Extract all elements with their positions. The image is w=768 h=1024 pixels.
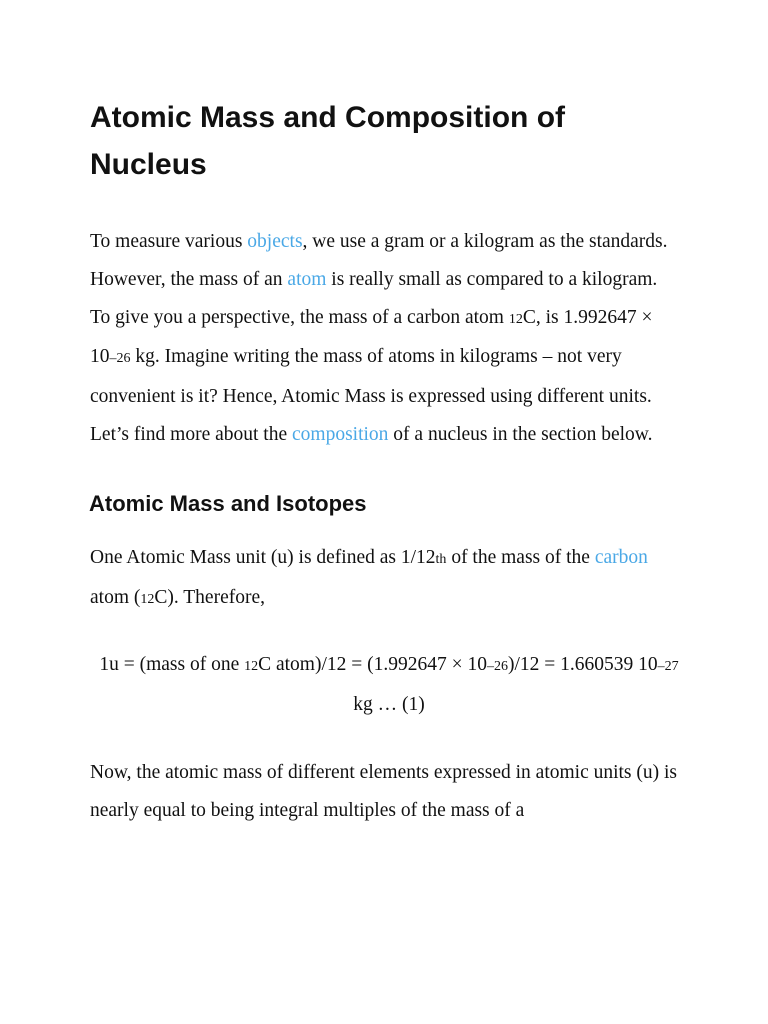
superscript-12: 12 [508,311,523,327]
definition-text-3: atom ( [90,586,141,608]
intro-text-1: To measure various [90,231,248,252]
intro-text-4: C, is 1.992647 × 10 [90,306,653,368]
objects-link[interactable]: objects [247,231,303,252]
superscript-neg27: –27 [657,659,679,675]
formula-text-1: 1u = (mass of one [99,654,245,676]
superscript-12: 12 [140,591,155,607]
superscript-neg26: –26 [487,659,508,675]
superscript-th: th [435,551,447,567]
superscript-12: 12 [244,659,259,675]
intro-text-5: kg. Imagine writing the mass of atoms in kilograms – not very convenient is it? Hence, Atomic Mass is expressed using different units. Let’s find more about the [90,346,652,445]
intro-paragraph [90,223,680,454]
intro-text-3: is really small as compared to a kilogram. To give you a perspective, the mass of a carbon atom [90,268,658,328]
carbon-link[interactable]: carbon [594,546,648,568]
definition-text-2: of the mass of the [446,546,595,568]
formula-text-2: C atom)/12 = (1.992647 × 10 [258,654,487,676]
page-title: Atomic Mass and Composition of Nucleus [90,101,566,181]
intro-text-6: of a nucleus in the section below. [388,423,653,445]
now-paragraph: Now, the atomic mass of different elements expressed in atomic units (u) is nearly equal to being integral multiples of the mass of a [90,761,678,821]
superscript-neg26: –26 [109,351,131,367]
article [90,94,680,830]
formula-equation [90,646,688,724]
definition-paragraph [90,539,680,619]
intro-text-2: , we use a gram or a kilogram as the standards. However, the mass of an [90,231,668,290]
composition-link[interactable]: composition [292,423,389,445]
section-heading: Atomic Mass and Isotopes [89,490,367,516]
atom-link[interactable]: atom [287,268,327,290]
formula-text-3: )/12 = 1.660539 10 [508,654,658,676]
definition-text-1: One Atomic Mass unit (u) is defined as 1/12 [90,546,436,568]
formula-text-4: kg … (1) [353,694,425,716]
definition-text-4: C). Therefore, [154,586,265,608]
